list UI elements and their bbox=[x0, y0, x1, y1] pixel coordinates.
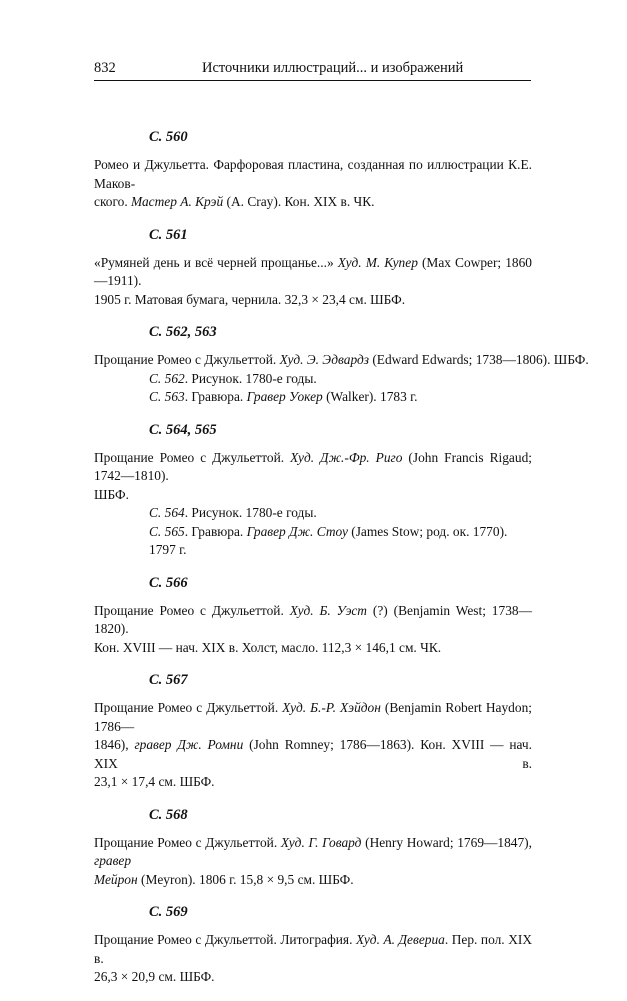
text-run: (Edward Edwards; 1738—1806). ШБФ. bbox=[368, 352, 589, 367]
text-run: (?) (Benjamin West; 1738—1820). bbox=[94, 602, 532, 636]
entry-description bbox=[94, 699, 532, 792]
description-line bbox=[94, 449, 532, 486]
entry-heading: С. 567 bbox=[149, 672, 188, 688]
text-run: ШБФ. bbox=[94, 486, 129, 502]
entry-heading: С. 560 bbox=[149, 129, 188, 145]
entry-description bbox=[94, 449, 532, 505]
catalog-entry bbox=[94, 806, 532, 890]
text-run: (A. Cray). Кон. XIX в. ЧК. bbox=[223, 194, 375, 209]
text-run: Прощание Ромео с Джульеттой. Литография. bbox=[94, 932, 356, 947]
plate-sub-entry bbox=[149, 388, 532, 407]
catalog-entry bbox=[94, 903, 532, 987]
italic-run: Худ. Б. Уэст bbox=[289, 602, 367, 618]
italic-run: Худ. А. Девериа bbox=[355, 932, 445, 947]
entries-list bbox=[94, 128, 589, 1001]
description-line bbox=[94, 351, 589, 370]
italic-run: Мастер А. Крэй bbox=[131, 194, 224, 209]
entry-description bbox=[94, 254, 532, 310]
text-run: Прощание Ромео с Джульеттой. bbox=[94, 700, 283, 715]
entry-heading: С. 566 bbox=[149, 574, 188, 591]
text-run: 1846), bbox=[94, 737, 135, 752]
text-run: 26,3 × 20,9 см. ШБФ. bbox=[94, 969, 215, 984]
description-line bbox=[94, 602, 532, 639]
plate-ref: С. 562 bbox=[149, 370, 185, 386]
entry-heading: С. 569 bbox=[149, 904, 188, 920]
italic-run: Худ. Э. Эдвардз bbox=[279, 352, 369, 367]
text-run: (John Francis Rigaud; 1742—1810). bbox=[94, 449, 532, 483]
running-title: Источники иллюстраций... и изображений bbox=[202, 60, 464, 76]
italic-run: Худ. Г. Говард bbox=[280, 834, 362, 850]
description-line bbox=[94, 639, 532, 658]
description-line bbox=[94, 486, 532, 505]
text-run: (Walker). 1783 г. bbox=[322, 389, 418, 404]
description-line bbox=[94, 871, 532, 890]
description-line bbox=[94, 968, 532, 987]
text-run: (John Romney; 1786—1863). Кон. XVIII — нач. XIX в. bbox=[94, 737, 532, 771]
description-line bbox=[94, 156, 532, 193]
catalog-entry bbox=[94, 671, 532, 792]
description-line bbox=[94, 699, 532, 736]
text-run: . Гравюра. bbox=[184, 389, 247, 404]
entry-description bbox=[94, 834, 532, 890]
plate-ref: С. 565 bbox=[149, 523, 185, 539]
italic-run: гравер bbox=[94, 853, 132, 868]
text-run: Прощание Ромео с Джульеттой. bbox=[94, 352, 280, 367]
catalog-entry bbox=[94, 421, 532, 560]
text-run: Ромео и Джульетта. Фарфоровая пластина, созданная по иллюстрации К.Е. Маков- bbox=[94, 157, 532, 191]
plate-ref: С. 563 bbox=[149, 389, 185, 404]
entry-heading: С. 564, 565 bbox=[149, 421, 217, 438]
text-run: . Гравюра. bbox=[184, 523, 247, 539]
description-line bbox=[94, 773, 532, 792]
entry-description bbox=[94, 351, 589, 370]
plate-sub-entry bbox=[149, 504, 532, 523]
running-header bbox=[94, 58, 627, 80]
text-run: (James Stow; род. ок. 1770). 1797 г. bbox=[149, 523, 508, 557]
text-run: (Benjamin Robert Haydon; 1786— bbox=[94, 700, 532, 734]
description-line bbox=[94, 193, 532, 212]
italic-run: Худ. Б.-Р. Хэйдон bbox=[282, 700, 381, 715]
italic-run: Худ. М. Купер bbox=[337, 254, 418, 270]
text-run: 1905 г. Матовая бумага, чернила. 32,3 × 23,4 см. ШБФ. bbox=[94, 291, 406, 307]
text-run: «Румяней день и всё черней прощанье...» bbox=[94, 254, 338, 270]
text-run: . Рисунок. 1780-е годы. bbox=[184, 370, 317, 386]
text-run: (Meyron). 1806 г. 15,8 × 9,5 см. ШБФ. bbox=[137, 871, 354, 887]
header-rule bbox=[94, 80, 531, 81]
text-run: . Рисунок. 1780-е годы. bbox=[184, 505, 317, 520]
italic-run: Худ. Дж.-Фр. Риго bbox=[290, 449, 403, 465]
catalog-entry bbox=[94, 128, 532, 212]
catalog-entry bbox=[94, 323, 589, 407]
plate-sub-entry bbox=[149, 523, 532, 560]
entry-description bbox=[94, 931, 532, 987]
text-run: (Max Cowper; 1860—1911). bbox=[94, 254, 532, 288]
text-run: ского. bbox=[94, 194, 132, 209]
text-run: 23,1 × 17,4 см. ШБФ. bbox=[94, 774, 215, 789]
entry-heading: С. 568 bbox=[149, 806, 188, 823]
text-run: Прощание Ромео с Джульеттой. bbox=[94, 449, 291, 465]
italic-run: Мейрон bbox=[94, 871, 138, 887]
italic-run: гравер Дж. Ромни bbox=[134, 737, 244, 752]
entry-heading: С. 562, 563 bbox=[149, 324, 217, 340]
entry-description bbox=[94, 602, 532, 658]
description-line bbox=[94, 254, 532, 291]
description-line bbox=[94, 834, 532, 871]
text-run: Прощание Ромео с Джульеттой. bbox=[94, 602, 290, 618]
catalog-entry bbox=[94, 574, 532, 658]
page-number: 832 bbox=[94, 60, 116, 76]
italic-run: Гравер Дж. Стоу bbox=[246, 523, 348, 539]
plate-sub-entry bbox=[149, 370, 532, 389]
plate-ref: С. 564 bbox=[149, 505, 185, 520]
text-run: . Пер. пол. XIX в. bbox=[94, 932, 532, 966]
description-line bbox=[94, 291, 532, 310]
entry-description bbox=[94, 156, 532, 212]
text-run: Кон. XVIII — нач. XIX в. Холст, масло. 112,3 × 146,1 см. ЧК. bbox=[94, 639, 442, 655]
description-line bbox=[94, 736, 532, 773]
description-line bbox=[94, 931, 532, 968]
italic-run: Гравер Уокер bbox=[246, 389, 323, 404]
entry-heading: С. 561 bbox=[149, 226, 188, 243]
text-run: (Henry Howard; 1769—1847), bbox=[361, 834, 532, 850]
catalog-entry bbox=[94, 226, 532, 310]
text-run: Прощание Ромео с Джульеттой. bbox=[94, 834, 281, 850]
